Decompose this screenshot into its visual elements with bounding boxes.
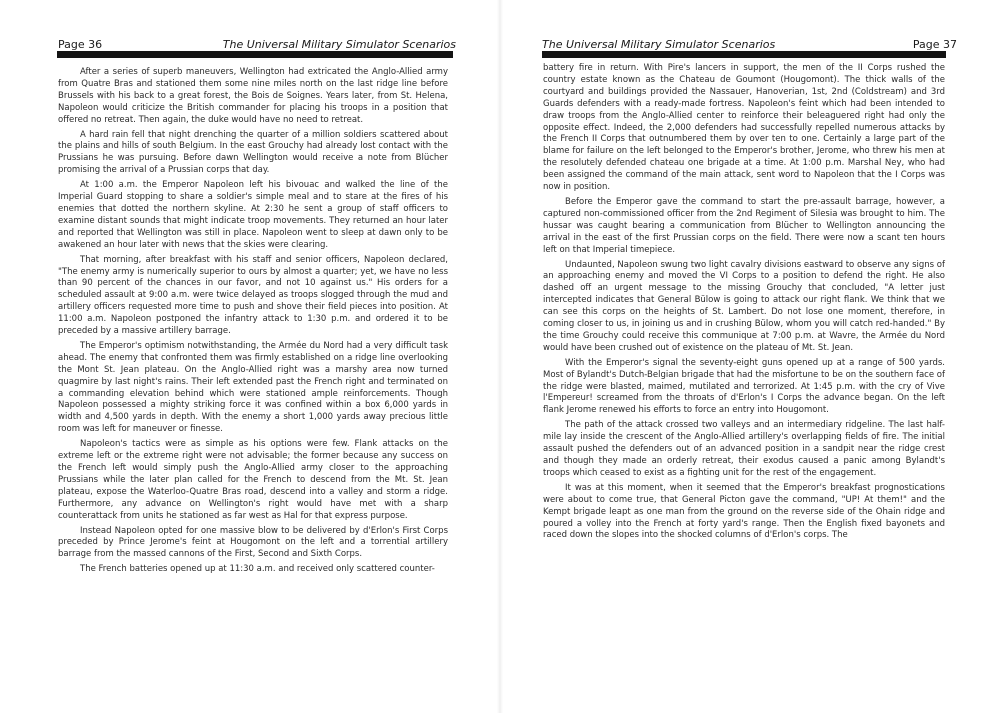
right-page-number: Page 37: [912, 38, 957, 51]
left-running-title: The Universal Military Simulator Scenarios: [222, 38, 456, 51]
paragraph: Napoleon's tactics were as simple as his options were few. Flank attacks on the extreme left or the extreme right were not advisable; the former because any success on the French left would simply push the Anglo-Allied army closer to the approaching Prussians while the later plan called for the French to descend from the Mt. St. Jean plateau, expose the Waterloo-Quatre Bras road, descend into a valley and storm a ridge. Furthermore, any advance on Wellington's right would have met with a sharp counterattack from units he stationed as far west as Hal for that express purpose.: [58, 439, 448, 521]
paragraph: A hard rain fell that night drenching the quarter of a million soldiers scattered about the plains and hills of south Belgium. In the east Grouchy had already lost contact with the Prussians he was pursuing. Before dawn Wellington would receive a note from Blücher promising the arrival of a Prussian corps that day.: [58, 129, 448, 176]
continued-paragraph: battery fire in return. With Pire's lancers in support, the men of the II Corps rushed the country estate known as the Chateau de Goumont (Hougomont). The thick walls of the courtyard and buildings provided the Nassauer, Hanoverian, 1st, 2nd (Coldstream) and 3rd Guards defenders with a ready-made fortress. Napoleon's feint which had been intended to draw troops from the Anglo-Allied center to reinforce their beleaguered right had only the opposite effect. Indeed, the 2,000 defenders had successfully repelled numerous attacks by the French II Corps that outnumbered them by over ten to one. Certainly a large part of the blame for failure on the left belonged to the Emperor's brother, Jerome, who threw his men at the resolutely defended chateau one brigade at a time. At 1:00 p.m. Marshal Ney, who had been assigned the command of the main attack, sent word to Napoleon that the I Corps was now in position.: [543, 63, 945, 193]
right-running-title: The Universal Military Simulator Scenarios: [542, 38, 776, 51]
paragraph: The path of the attack crossed two valleys and an intermediary ridgeline. The last half-mile lay inside the crescent of the Anglo-Allied artillery's overlapping fields of fire. The initial assault pushed the defenders out of an advanced position in a sandpit near the ridge crest and though they made an orderly retreat, their exodus caused a panic among Bylandt's troops which ceased to exist as a fighting unit for the rest of the engagement.: [543, 420, 945, 478]
left-page-number: Page 36: [58, 38, 103, 51]
paragraph: It was at this moment, when it seemed that the Emperor's breakfast prognostications were about to come true, that General Picton gave the command, "UP! At them!" and the Kempt brigade leapt as one man from the ground on the reverse side of the Ohain ridge and poured a volley into the French at forty yard's range. Then the English fixed bayonets and raced down the slopes into the shocked columns of d'Erlon's corps. The: [543, 482, 945, 541]
right-page: [500, 0, 1000, 713]
left-body-text: [58, 67, 448, 579]
paragraph: At 1:00 a.m. the Emperor Napoleon left his bivouac and walked the line of the Imperial Guard stopping to share a soldier's simple meal and to stare at the fires of his enemies that dotted the northern skyline. At 2:30 he sent a group of staff officers to examine distant sounds that might indicate troop movements. They returned an hour later and reported that Wellington was still in place. Napoleon went to sleep at dawn only to be awakened an hour later with news that the skies were clearing.: [58, 180, 448, 250]
left-header-rule: [57, 51, 453, 58]
paragraph: The French batteries opened up at 11:30 a.m. and received only scattered counter-: [80, 564, 435, 575]
paragraph: The Emperor's optimism notwithstanding, the Armée du Nord had a very difficult task ahead. The enemy that confronted them was firmly established on a ridge line overlooking the Mont St. Jean plateau. On the Anglo-Allied right was a marshy area now turned quagmire by last night's rains. Their left extended past the French right and terminated on a commanding elevation behind which were stationed ample reinforcements. Though Napoleon possessed a mighty striking force it was confined within a box 6,000 yards in width and 4,500 yards in depth. With the enemy a short 1,000 yards away precious little room was left for maneuver or finesse.: [58, 340, 448, 435]
paragraph: With the Emperor's signal the seventy-eight guns opened up at a range of 500 yards. Most of Bylandt's Dutch-Belgian brigade that had the misfortune to be on the southern face of the ridge were blasted, maimed, mutilated and terrorized. At 1:45 p.m. with the cry of Vive l'Empereur! screamed from the throats of d'Erlon's I Corps the advance began. On the left flank Jerome renewed his efforts to force an entry into Hougomont.: [543, 357, 945, 416]
right-header-rule: [542, 51, 946, 58]
right-body-text: [543, 63, 945, 545]
paragraph: Undaunted, Napoleon swung two light cavalry divisions eastward to observe any signs of an approaching enemy and moved the VI Corps to a position to defend the right. He also dashed off an urgent message to the missing Grouchy that concluded, "A letter just intercepted indicates that General Bülow is going to attack our right flank. We think that we can see this corps on the heights of St. Lambert. Do not lose one moment, therefore, in coming closer to us, in joining us and in crushing Bülow, whom you will catch red-handed." By the time Grouchy could receive this communique at 7:00 p.m. at Wavre, the Armée du Nord would have been crushed out of existence on the plateau of Mt. St. Jean.: [543, 259, 945, 353]
paragraph: That morning, after breakfast with his staff and senior officers, Napoleon declared, "The enemy army is numerically superior to ours by almost a quarter; yet, we have no less than 90 percent of the chances in our favor, and not 10 against us." His orders for a scheduled assault at 9:00 a.m. were twice delayed as troops slogged through the mud and artillery officers requested more time to push and shove their field pieces into position. At 11:00 a.m. Napoleon postponed the infantry attack to 1:30 p.m. and ordered it to be preceded by a massive artillery barrage.: [58, 254, 448, 337]
paragraph: Before the Emperor gave the command to start the pre-assault barrage, however, a captured non-commissioned officer from the 2nd Regiment of Silesia was brought to him. The hussar was caught bearing a communication from Blücher to Wellington announcing the arrival in the east of the first Prussian corps on the field. There were now a scant ten hours left on that Imperial timepiece.: [543, 196, 945, 255]
paragraph: After a series of superb maneuvers, Wellington had extricated the Anglo-Allied army from Quatre Bras and stationed them some nine miles north on the last ridge line before Brussels with his back to a great forest, the Bois de Soignes. Years later, from St. Helena, Napoleon would criticize the British commander for placing his troops in a position that offered no retreat. Then again, the duke would have no need to retreat.: [58, 67, 448, 125]
paragraph: Instead Napoleon opted for one massive blow to be delivered by d'Erlon's First Corps preceded by Prince Jerome's feint at Hougomont on the left and a torrential artillery barrage from the massed cannons of the First, Second and Sixth Corps.: [58, 525, 448, 560]
